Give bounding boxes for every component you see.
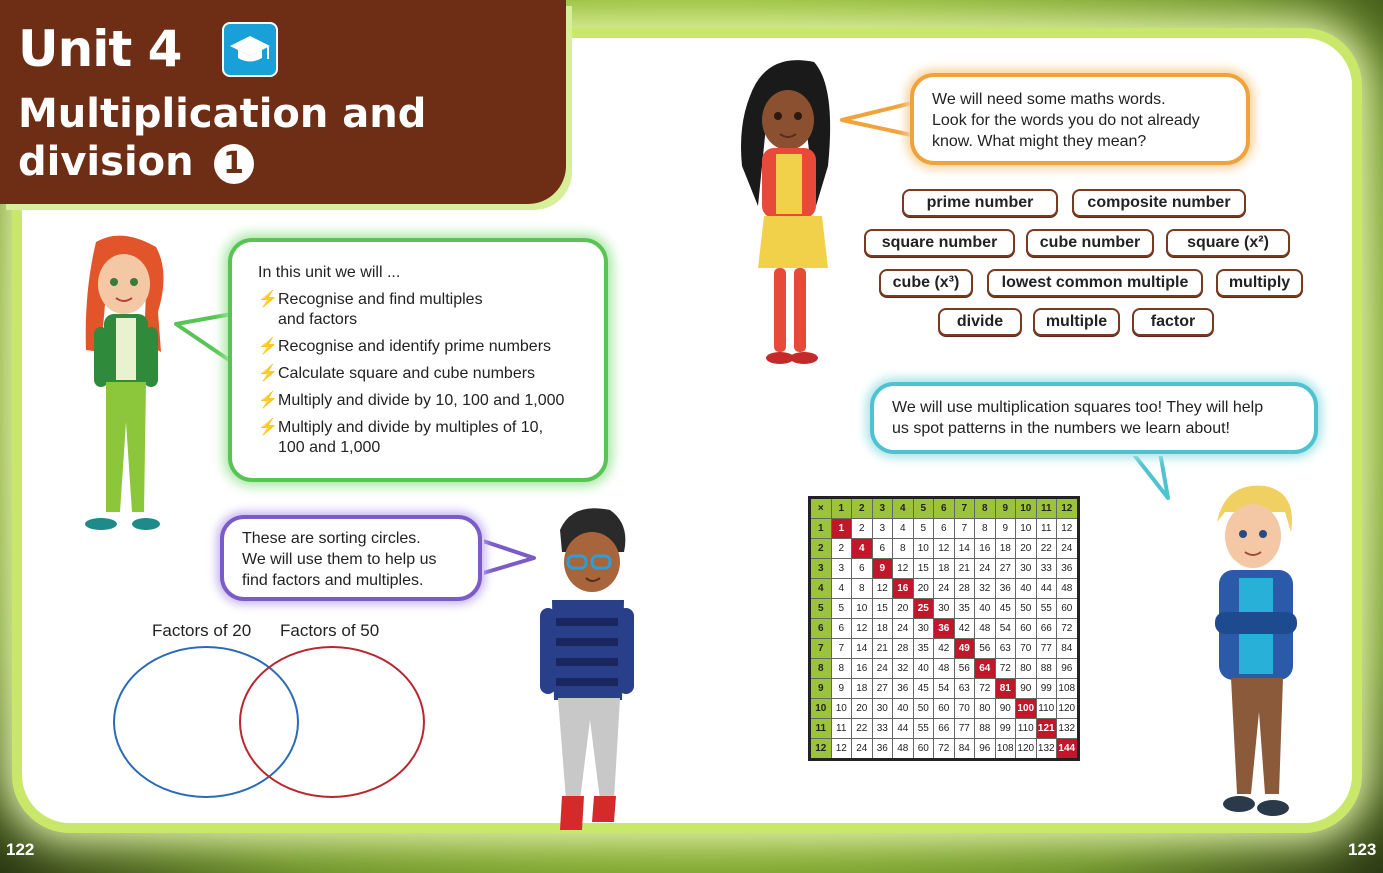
product-cell: 6	[934, 519, 955, 539]
product-cell: 90	[1016, 679, 1037, 699]
table-row	[810, 679, 1079, 699]
product-cell: 40	[975, 599, 996, 619]
product-cell: 24	[975, 559, 996, 579]
product-cell: 54	[934, 679, 955, 699]
square-number-cell: 49	[954, 639, 975, 659]
product-cell: 18	[934, 559, 955, 579]
row-header-cell: 12	[810, 739, 832, 760]
product-cell: 66	[1036, 619, 1057, 639]
product-cell: 56	[975, 639, 996, 659]
table-row	[810, 699, 1079, 719]
unit-subtitle	[18, 90, 538, 186]
row-header-cell: 9	[810, 679, 832, 699]
multiplication-square	[808, 496, 1080, 761]
product-cell: 11	[1036, 519, 1057, 539]
sorting-circles-venn	[110, 644, 430, 802]
column-header-cell: 12	[1057, 498, 1079, 519]
product-cell: 70	[954, 699, 975, 719]
square-number-cell: 100	[1016, 699, 1037, 719]
product-cell: 10	[852, 599, 873, 619]
subtitle-line-2: division	[18, 139, 194, 185]
venn-label-left: Factors of 20	[152, 621, 252, 640]
product-cell: 36	[872, 739, 893, 760]
sorting-circles-bubble	[220, 515, 482, 601]
unit-header-banner	[0, 0, 566, 204]
product-cell: 18	[995, 539, 1016, 559]
subtitle-line-1: Multiplication and	[18, 91, 427, 137]
product-cell: 12	[934, 539, 955, 559]
product-cell: 20	[913, 579, 934, 599]
product-cell: 9	[995, 519, 1016, 539]
product-cell: 24	[893, 619, 914, 639]
vocab-multiply: multiply	[1216, 269, 1303, 297]
red-haired-girl-illustration	[66, 232, 176, 537]
product-cell: 28	[893, 639, 914, 659]
squares-text-line: us spot patterns in the numbers we learn about!	[892, 420, 1230, 437]
product-cell: 11	[831, 719, 852, 739]
product-cell: 45	[995, 599, 1016, 619]
product-cell: 12	[831, 739, 852, 760]
row-header-cell: 10	[810, 699, 832, 719]
blond-boy-illustration	[1205, 482, 1310, 832]
vocab-composite-number: composite number	[1072, 189, 1246, 217]
product-cell: 7	[954, 519, 975, 539]
lightning-bolt-icon: ⚡	[258, 392, 278, 409]
row-header-cell: 7	[810, 639, 832, 659]
product-cell: 12	[893, 559, 914, 579]
part-number-badge: 1	[214, 144, 254, 184]
product-cell: 108	[995, 739, 1016, 760]
graduation-cap-icon	[222, 22, 278, 77]
product-cell: 28	[954, 579, 975, 599]
venn-circle-left	[114, 647, 298, 797]
product-cell: 72	[1057, 619, 1079, 639]
lightning-bolt-icon: ⚡	[258, 365, 278, 382]
product-cell: 24	[872, 659, 893, 679]
objective-item: ⚡ Multiply and divide by 10, 100 and 1,000	[258, 392, 565, 409]
venn-label-right: Factors of 50	[280, 621, 380, 640]
squares-bubble-tail	[1128, 450, 1178, 500]
product-cell: 99	[1036, 679, 1057, 699]
square-number-cell: 1	[831, 519, 852, 539]
product-cell: 6	[852, 559, 873, 579]
product-cell: 35	[954, 599, 975, 619]
square-number-cell: 121	[1036, 719, 1057, 739]
product-cell: 77	[1036, 639, 1057, 659]
product-cell: 42	[934, 639, 955, 659]
product-cell: 3	[872, 519, 893, 539]
sorting-text-line: find factors and multiples.	[242, 572, 424, 589]
column-header-cell: 8	[975, 498, 996, 519]
vocab-square-number: square number	[864, 229, 1015, 257]
product-cell: 72	[934, 739, 955, 760]
product-cell: 90	[995, 699, 1016, 719]
product-cell: 8	[893, 539, 914, 559]
product-cell: 16	[852, 659, 873, 679]
sorting-text-line: We will use them to help us	[242, 551, 437, 568]
product-cell: 30	[934, 599, 955, 619]
product-cell: 21	[954, 559, 975, 579]
product-cell: 15	[913, 559, 934, 579]
row-header-cell: 8	[810, 659, 832, 679]
product-cell: 8	[852, 579, 873, 599]
column-header-cell: 4	[893, 498, 914, 519]
product-cell: 14	[852, 639, 873, 659]
product-cell: 50	[913, 699, 934, 719]
product-cell: 15	[872, 599, 893, 619]
row-header-cell: 1	[810, 519, 832, 539]
table-corner-cell: ×	[810, 498, 832, 519]
product-cell: 8	[831, 659, 852, 679]
product-cell: 12	[872, 579, 893, 599]
objective-item: ⚡ Recognise and find multiples and factors	[258, 291, 483, 328]
sorting-bubble-tail	[478, 538, 538, 578]
product-cell: 20	[1016, 539, 1037, 559]
product-cell: 132	[1057, 719, 1079, 739]
product-cell: 27	[872, 679, 893, 699]
vocab-cube-x3: cube (x³)	[879, 269, 973, 297]
product-cell: 60	[1016, 619, 1037, 639]
multiplication-squares-bubble	[870, 382, 1318, 454]
product-cell: 84	[954, 739, 975, 760]
product-cell: 33	[1036, 559, 1057, 579]
product-cell: 18	[872, 619, 893, 639]
vocab-prime-number: prime number	[902, 189, 1058, 217]
column-header-cell: 3	[872, 498, 893, 519]
product-cell: 63	[995, 639, 1016, 659]
product-cell: 110	[1036, 699, 1057, 719]
row-header-cell: 5	[810, 599, 832, 619]
product-cell: 110	[1016, 719, 1037, 739]
product-cell: 45	[913, 679, 934, 699]
product-cell: 27	[995, 559, 1016, 579]
product-cell: 16	[975, 539, 996, 559]
venn-circle-right	[240, 647, 424, 797]
product-cell: 14	[954, 539, 975, 559]
product-cell: 42	[954, 619, 975, 639]
product-cell: 80	[975, 699, 996, 719]
product-cell: 30	[872, 699, 893, 719]
vocab-multiple: multiple	[1033, 308, 1120, 336]
column-header-cell: 10	[1016, 498, 1037, 519]
product-cell: 22	[852, 719, 873, 739]
column-header-cell: 5	[913, 498, 934, 519]
table-row	[810, 579, 1079, 599]
lightning-bolt-icon: ⚡	[258, 338, 278, 355]
product-cell: 35	[913, 639, 934, 659]
product-cell: 72	[995, 659, 1016, 679]
table-row	[810, 739, 1079, 760]
table-row	[810, 719, 1079, 739]
product-cell: 6	[872, 539, 893, 559]
product-cell: 10	[1016, 519, 1037, 539]
objective-item: ⚡ Multiply and divide by multiples of 10, 100 and 1,000	[258, 419, 544, 456]
row-header-cell: 2	[810, 539, 832, 559]
table-row	[810, 519, 1079, 539]
sorting-text-line: These are sorting circles.	[242, 530, 421, 547]
vocab-square-x2: square (x²)	[1166, 229, 1290, 257]
words-text-line: We will need some maths words.	[932, 91, 1166, 108]
product-cell: 77	[954, 719, 975, 739]
product-cell: 12	[852, 619, 873, 639]
column-header-cell: 9	[995, 498, 1016, 519]
product-cell: 70	[1016, 639, 1037, 659]
product-cell: 2	[831, 539, 852, 559]
objective-item: ⚡ Recognise and identify prime numbers	[258, 338, 552, 355]
table-row	[810, 599, 1079, 619]
product-cell: 54	[995, 619, 1016, 639]
table-row	[810, 559, 1079, 579]
product-cell: 60	[934, 699, 955, 719]
product-cell: 20	[852, 699, 873, 719]
vocab-divide: divide	[938, 308, 1022, 336]
product-cell: 10	[831, 699, 852, 719]
product-cell: 40	[893, 699, 914, 719]
objective-item: ⚡ Calculate square and cube numbers	[258, 365, 536, 382]
product-cell: 48	[893, 739, 914, 760]
square-number-cell: 144	[1057, 739, 1079, 760]
square-number-cell: 4	[852, 539, 873, 559]
product-cell: 48	[975, 619, 996, 639]
product-cell: 5	[831, 599, 852, 619]
curly-haired-girl-illustration	[736, 56, 836, 371]
product-cell: 84	[1057, 639, 1079, 659]
column-header-cell: 6	[934, 498, 955, 519]
squares-text-line: We will use multiplication squares too! They will help	[892, 399, 1264, 416]
product-cell: 50	[1016, 599, 1037, 619]
vocab-cube-number: cube number	[1026, 229, 1154, 257]
column-header-cell: 7	[954, 498, 975, 519]
product-cell: 60	[1057, 599, 1079, 619]
product-cell: 4	[893, 519, 914, 539]
vocab-factor: factor	[1132, 308, 1214, 336]
words-text-line: Look for the words you do not already	[932, 112, 1200, 129]
boy-with-glasses-illustration	[532, 500, 637, 840]
column-header-cell: 1	[831, 498, 852, 519]
square-number-cell: 64	[975, 659, 996, 679]
product-cell: 40	[1016, 579, 1037, 599]
vocab-lowest-common-multiple: lowest common multiple	[987, 269, 1203, 297]
product-cell: 55	[1036, 599, 1057, 619]
objectives-intro: In this unit we will ...	[258, 264, 401, 281]
product-cell: 66	[934, 719, 955, 739]
table-row	[810, 659, 1079, 679]
unit-title: Unit 4	[18, 20, 182, 78]
product-cell: 108	[1057, 679, 1079, 699]
product-cell: 7	[831, 639, 852, 659]
square-number-cell: 81	[995, 679, 1016, 699]
square-number-cell: 36	[934, 619, 955, 639]
product-cell: 8	[975, 519, 996, 539]
product-cell: 4	[831, 579, 852, 599]
table-row	[810, 619, 1079, 639]
page-number-right: 123	[1348, 840, 1377, 859]
product-cell: 18	[852, 679, 873, 699]
row-header-cell: 4	[810, 579, 832, 599]
product-cell: 3	[831, 559, 852, 579]
product-cell: 99	[995, 719, 1016, 739]
product-cell: 2	[852, 519, 873, 539]
row-header-cell: 11	[810, 719, 832, 739]
product-cell: 20	[893, 599, 914, 619]
row-header-cell: 3	[810, 559, 832, 579]
product-cell: 24	[852, 739, 873, 760]
unit-objectives-bubble	[228, 238, 608, 482]
product-cell: 32	[975, 579, 996, 599]
objectives-bubble-tail	[174, 310, 234, 370]
product-cell: 21	[872, 639, 893, 659]
product-cell: 6	[831, 619, 852, 639]
product-cell: 40	[913, 659, 934, 679]
product-cell: 44	[1036, 579, 1057, 599]
product-cell: 36	[893, 679, 914, 699]
square-number-cell: 9	[872, 559, 893, 579]
product-cell: 72	[975, 679, 996, 699]
product-cell: 10	[913, 539, 934, 559]
product-cell: 5	[913, 519, 934, 539]
product-cell: 132	[1036, 739, 1057, 760]
product-cell: 12	[1057, 519, 1079, 539]
product-cell: 30	[1016, 559, 1037, 579]
product-cell: 55	[913, 719, 934, 739]
product-cell: 60	[913, 739, 934, 760]
product-cell: 88	[1036, 659, 1057, 679]
product-cell: 56	[954, 659, 975, 679]
objectives-list	[258, 290, 584, 458]
table-row	[810, 639, 1079, 659]
product-cell: 96	[1057, 659, 1079, 679]
product-cell: 33	[872, 719, 893, 739]
product-cell: 120	[1057, 699, 1079, 719]
product-cell: 88	[975, 719, 996, 739]
words-text-line: know. What might they mean?	[932, 133, 1147, 150]
product-cell: 48	[934, 659, 955, 679]
row-header-cell: 6	[810, 619, 832, 639]
square-number-cell: 25	[913, 599, 934, 619]
product-cell: 48	[1057, 579, 1079, 599]
product-cell: 63	[954, 679, 975, 699]
words-bubble-tail	[838, 100, 918, 140]
column-header-cell: 2	[852, 498, 873, 519]
lightning-bolt-icon: ⚡	[258, 291, 278, 308]
page-number-left: 122	[6, 840, 35, 859]
maths-words-bubble	[910, 73, 1250, 165]
column-header-cell: 11	[1036, 498, 1057, 519]
table-row	[810, 539, 1079, 559]
product-cell: 9	[831, 679, 852, 699]
product-cell: 120	[1016, 739, 1037, 760]
product-cell: 24	[1057, 539, 1079, 559]
table-header-row	[810, 498, 1079, 519]
product-cell: 96	[975, 739, 996, 760]
square-number-cell: 16	[893, 579, 914, 599]
lightning-bolt-icon: ⚡	[258, 419, 278, 436]
product-cell: 36	[1057, 559, 1079, 579]
product-cell: 32	[893, 659, 914, 679]
product-cell: 44	[893, 719, 914, 739]
product-cell: 24	[934, 579, 955, 599]
product-cell: 22	[1036, 539, 1057, 559]
product-cell: 80	[1016, 659, 1037, 679]
product-cell: 30	[913, 619, 934, 639]
product-cell: 36	[995, 579, 1016, 599]
